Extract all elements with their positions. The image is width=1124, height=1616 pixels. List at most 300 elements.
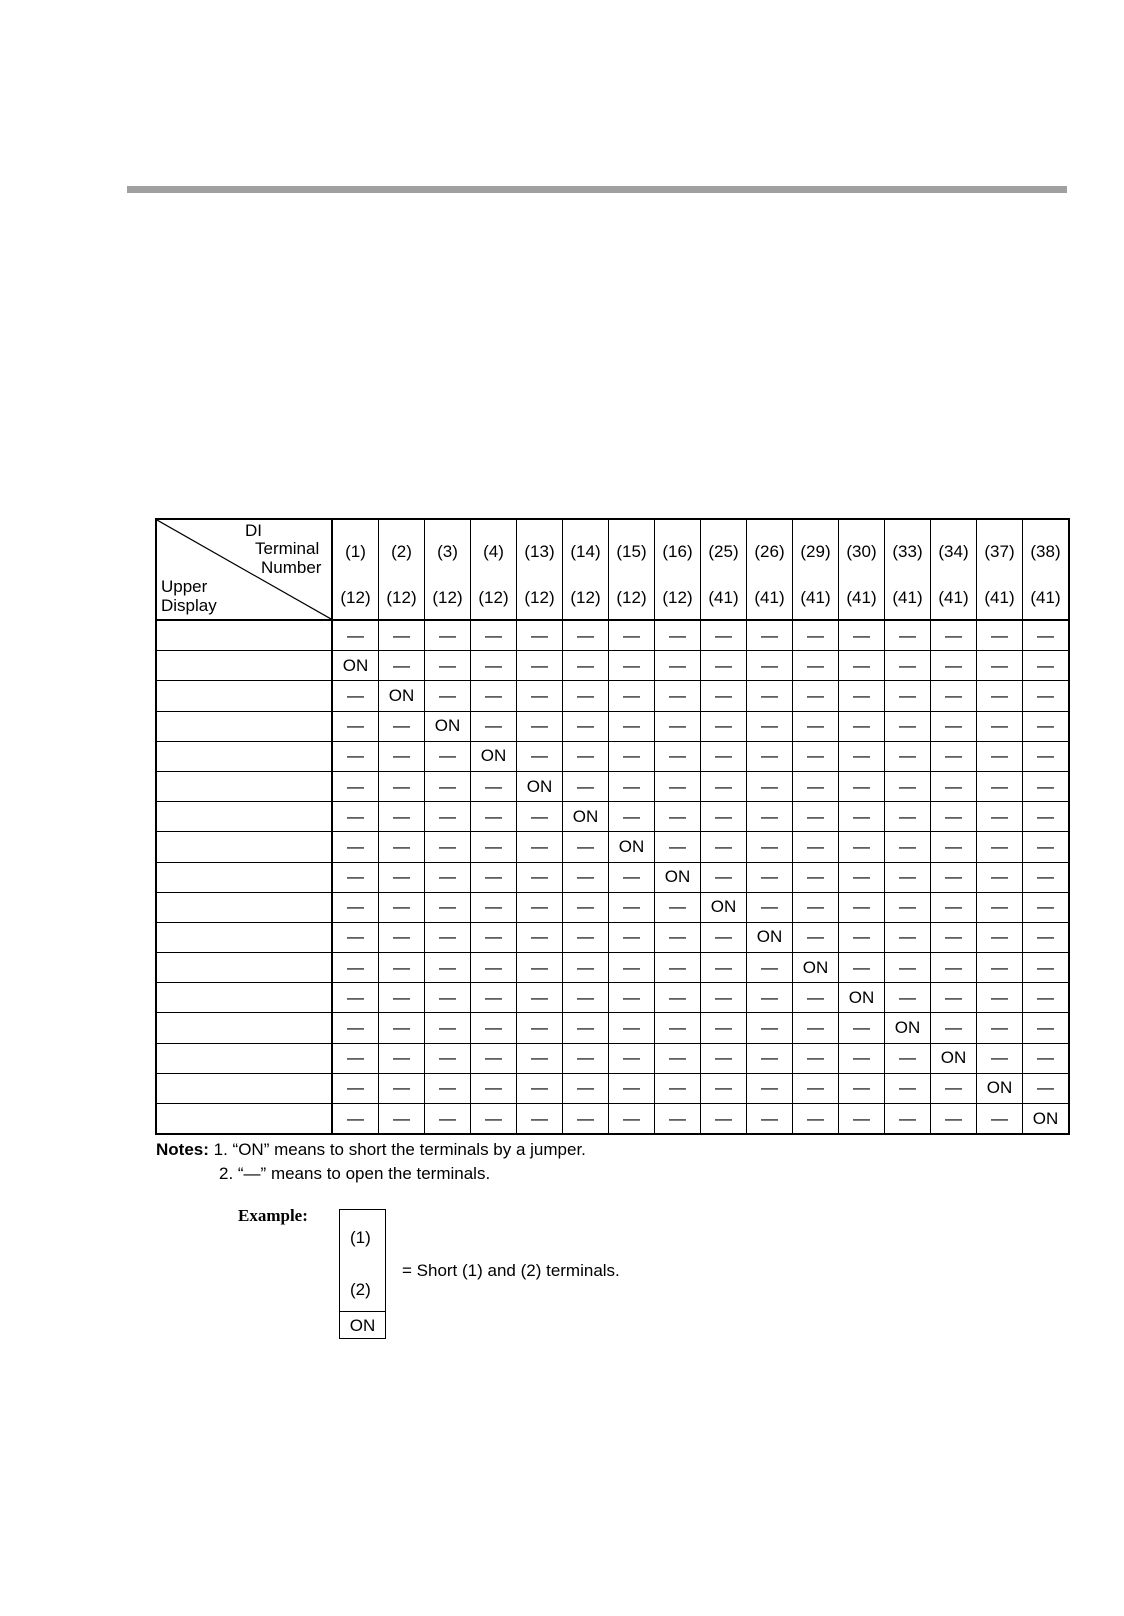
terminal-state-cell: — [931,651,977,681]
table-row [156,681,1069,711]
terminal-number-bottom: (41) [846,587,877,607]
terminal-state-cell: — [425,681,471,711]
terminal-state-cell: — [839,1013,885,1043]
terminal-state-cell: — [332,771,379,801]
terminal-state-cell: — [839,832,885,862]
terminal-number-top: (2) [391,541,412,561]
terminal-state-cell: — [425,620,471,651]
terminal-state-cell: — [885,651,931,681]
terminal-state-cell: — [839,802,885,832]
terminal-state-cell: — [977,922,1023,952]
terminal-state-cell: — [885,771,931,801]
terminal-column-header [931,519,977,620]
terminal-state-cell: — [793,741,839,771]
note-1: 1. “ON” means to short the terminals by a jumper. [213,1140,586,1159]
terminal-state-cell: — [655,953,701,983]
upper-display-cell [156,892,332,922]
terminal-state-cell: — [701,1013,747,1043]
terminal-state-cell: — [1023,651,1070,681]
terminal-state-cell: — [931,620,977,651]
terminal-state-cell: — [885,832,931,862]
terminal-state-cell: — [747,983,793,1013]
terminal-state-cell: ON [655,862,701,892]
terminal-state-cell: — [747,1043,793,1073]
terminal-state-cell: — [332,1013,379,1043]
terminal-state-cell: — [793,1013,839,1043]
terminal-state-cell: — [332,983,379,1013]
terminal-state-cell: — [839,651,885,681]
terminal-state-cell: — [977,892,1023,922]
upper-display-cell [156,1104,332,1135]
terminal-number-bottom: (12) [662,587,693,607]
terminal-state-cell: — [609,1073,655,1103]
terminal-number-bottom: (12) [616,587,647,607]
terminal-state-cell: — [701,1104,747,1135]
terminal-column-header [609,519,655,620]
terminal-state-cell: — [747,802,793,832]
terminal-state-cell: — [655,983,701,1013]
terminal-state-cell: ON [379,681,425,711]
terminal-state-cell: — [563,922,609,952]
terminal-state-cell: — [701,1073,747,1103]
terminal-state-cell: — [931,681,977,711]
terminal-state-cell: — [977,620,1023,651]
terminal-state-cell: — [839,1073,885,1103]
terminal-state-cell: — [747,892,793,922]
terminal-state-cell: — [517,1104,563,1135]
terminal-state-cell: — [655,620,701,651]
terminal-state-cell: — [425,862,471,892]
display-label: Display [161,596,217,615]
terminal-state-cell: — [701,802,747,832]
number-label: Number [261,558,322,577]
upper-display-cell [156,1043,332,1073]
terminal-state-cell: — [563,651,609,681]
example-description: = Short (1) and (2) terminals. [402,1261,620,1280]
terminal-number-bottom: (12) [478,587,509,607]
terminal-number-top: (1) [345,541,366,561]
terminal-state-cell: — [931,862,977,892]
terminal-state-cell: — [793,620,839,651]
terminal-state-cell: — [655,1073,701,1103]
terminal-state-cell: — [609,741,655,771]
terminal-state-cell: — [332,832,379,862]
terminal-state-cell: — [839,953,885,983]
terminal-state-cell: — [931,892,977,922]
terminal-state-cell: — [839,922,885,952]
example-bottom-terminal: (2) [350,1280,371,1299]
terminal-state-cell: — [931,802,977,832]
table-row [156,1104,1069,1135]
terminal-number-bottom: (12) [432,587,463,607]
upper-display-cell [156,741,332,771]
terminal-state-cell: — [977,711,1023,741]
terminal-state-cell: — [379,862,425,892]
table-row [156,1043,1069,1073]
terminal-state-cell: — [977,1013,1023,1043]
terminal-state-cell: — [425,922,471,952]
table-row [156,832,1069,862]
terminal-state-cell: — [701,922,747,952]
terminal-state-cell: — [379,892,425,922]
terminal-state-cell: — [563,771,609,801]
terminal-state-cell: — [609,1043,655,1073]
terminal-column-header [425,519,471,620]
terminal-state-cell: — [747,681,793,711]
terminal-state-cell: — [793,681,839,711]
terminal-state-cell: — [1023,802,1070,832]
terminal-state-cell: — [332,741,379,771]
terminal-column-header [517,519,563,620]
terminal-state-cell: — [655,892,701,922]
table-row [156,892,1069,922]
terminal-state-cell: — [931,741,977,771]
terminal-state-cell: — [609,1013,655,1043]
terminal-state-cell: — [747,832,793,862]
terminal-state-cell: ON [332,651,379,681]
terminal-state-cell: — [1023,953,1070,983]
terminal-state-cell: — [379,771,425,801]
notes-block [156,1138,586,1186]
terminal-state-cell: — [701,620,747,651]
terminal-number-bottom: (12) [386,587,417,607]
terminal-state-cell: — [747,620,793,651]
terminal-number-top: (37) [984,541,1015,561]
terminal-state-cell: — [563,1073,609,1103]
terminal-state-cell: — [793,983,839,1013]
terminal-state-cell: — [977,1104,1023,1135]
terminal-state-cell: — [655,771,701,801]
terminal-state-cell: — [563,862,609,892]
terminal-column-header [379,519,425,620]
upper-display-cell [156,802,332,832]
terminal-state-cell: — [977,983,1023,1013]
terminal-state-cell: — [517,651,563,681]
terminal-state-cell: — [425,1013,471,1043]
upper-display-cell [156,681,332,711]
terminal-state-cell: — [517,832,563,862]
table-row [156,922,1069,952]
terminal-column-header [701,519,747,620]
upper-display-cell [156,922,332,952]
top-rule [127,186,1067,193]
terminal-state-cell: — [931,711,977,741]
terminal-state-cell: ON [793,953,839,983]
terminal-state-cell: — [931,1073,977,1103]
example-box [339,1209,386,1339]
terminal-state-cell: — [471,1104,517,1135]
terminal-state-cell: ON [839,983,885,1013]
terminal-state-cell: — [747,953,793,983]
terminal-state-cell: ON [425,711,471,741]
terminal-number-top: (25) [708,541,739,561]
terminal-state-cell: — [977,681,1023,711]
terminal-state-cell: — [977,862,1023,892]
terminal-state-cell: — [839,1104,885,1135]
terminal-state-cell: — [609,1104,655,1135]
terminal-state-cell: — [471,832,517,862]
terminal-state-cell: — [425,1104,471,1135]
terminal-state-cell: — [701,711,747,741]
terminal-state-cell: — [655,741,701,771]
terminal-state-cell: — [471,1043,517,1073]
terminal-state-cell: — [885,620,931,651]
terminal-number-top: (29) [800,541,831,561]
terminal-state-cell: — [839,620,885,651]
terminal-state-cell: — [517,862,563,892]
terminal-state-cell: — [655,711,701,741]
terminal-number-top: (16) [662,541,693,561]
terminal-state-cell: — [379,983,425,1013]
terminal-number-bottom: (41) [938,587,969,607]
table-row [156,620,1069,651]
terminal-state-cell: — [563,711,609,741]
terminal-state-cell: — [701,771,747,801]
terminal-state-cell: — [379,953,425,983]
terminal-number-top: (13) [524,541,555,561]
terminal-state-cell: — [747,651,793,681]
terminal-state-cell: ON [563,802,609,832]
terminal-state-cell: — [609,620,655,651]
terminal-state-cell: — [1023,681,1070,711]
upper-display-cell [156,711,332,741]
terminal-state-cell: — [747,1073,793,1103]
terminal-state-cell: — [885,1073,931,1103]
terminal-state-cell: — [517,620,563,651]
terminal-state-cell: — [379,1013,425,1043]
terminal-state-cell: — [931,1013,977,1043]
terminal-state-cell: — [609,892,655,922]
terminal-state-cell: — [425,741,471,771]
terminal-state-cell: — [885,741,931,771]
terminal-state-cell: — [655,681,701,711]
terminal-state-cell: — [655,651,701,681]
terminal-number-bottom: (12) [524,587,555,607]
terminal-state-cell: — [379,1073,425,1103]
terminal-state-cell: — [425,832,471,862]
terminal-state-cell: — [977,771,1023,801]
terminal-state-cell: — [793,802,839,832]
terminal-state-cell: — [655,1104,701,1135]
terminal-state-cell: — [701,741,747,771]
terminal-state-cell: — [701,953,747,983]
terminal-state-cell: — [793,892,839,922]
terminal-state-cell: — [1023,922,1070,952]
terminal-state-cell: — [747,1104,793,1135]
terminal-state-cell: — [655,1043,701,1073]
terminal-number-top: (33) [892,541,923,561]
upper-display-cell [156,1013,332,1043]
terminal-state-cell: ON [1023,1104,1070,1135]
terminal-state-cell: — [609,862,655,892]
terminal-state-cell: — [332,892,379,922]
terminal-state-cell: — [793,771,839,801]
terminal-state-cell: — [425,892,471,922]
terminal-state-cell: — [839,741,885,771]
terminal-state-cell: — [379,802,425,832]
terminal-state-cell: ON [471,741,517,771]
table-row [156,1013,1069,1043]
terminal-state-cell: — [517,711,563,741]
terminal-number-top: (15) [616,541,647,561]
terminal-state-cell: — [379,741,425,771]
terminal-state-cell: — [747,771,793,801]
terminal-state-cell: — [517,953,563,983]
upper-display-cell [156,862,332,892]
terminal-state-cell: — [931,771,977,801]
terminal-state-cell: ON [701,892,747,922]
terminal-state-cell: — [885,802,931,832]
upper-display-cell [156,1073,332,1103]
terminal-state-cell: — [701,832,747,862]
terminal-state-cell: — [1023,1043,1070,1073]
terminal-state-cell: ON [885,1013,931,1043]
terminal-number-bottom: (12) [570,587,601,607]
terminal-number-top: (3) [437,541,458,561]
terminal-state-cell: — [471,681,517,711]
terminal-column-header [747,519,793,620]
upper-display-cell [156,771,332,801]
terminal-state-cell: — [332,1104,379,1135]
terminal-state-cell: — [793,862,839,892]
terminal-state-cell: — [563,892,609,922]
table-header-row [156,519,1069,620]
terminal-state-cell: — [1023,832,1070,862]
terminal-state-cell: — [839,771,885,801]
terminal-state-cell: — [655,1013,701,1043]
terminal-number-bottom: (41) [1030,587,1061,607]
terminal-state-cell: — [379,711,425,741]
terminal-state-cell: — [471,892,517,922]
example-label: Example: [238,1206,308,1225]
terminal-state-cell: — [1023,711,1070,741]
terminal-state-cell: — [425,771,471,801]
terminal-state-cell: — [701,1043,747,1073]
terminal-state-cell: — [977,802,1023,832]
upper-display-cell [156,983,332,1013]
terminal-state-cell: — [1023,1013,1070,1043]
terminal-column-header [563,519,609,620]
terminal-state-cell: ON [517,771,563,801]
terminal-state-cell: — [517,802,563,832]
terminal-state-cell: — [839,1043,885,1073]
terminal-number-top: (26) [754,541,785,561]
terminal-state-cell: — [793,1073,839,1103]
terminal-state-cell: — [563,741,609,771]
upper-display-cell [156,832,332,862]
terminal-state-cell: — [563,832,609,862]
terminal-state-cell: — [332,1073,379,1103]
terminal-state-cell: — [793,922,839,952]
terminal-state-cell: — [471,802,517,832]
terminal-state-cell: — [977,741,1023,771]
upper-display-cell [156,651,332,681]
note-line-2 [156,1162,586,1186]
terminal-state-cell: — [332,620,379,651]
terminal-column-header [793,519,839,620]
terminal-state-cell: — [977,651,1023,681]
table-row [156,802,1069,832]
terminal-state-cell: — [747,1013,793,1043]
terminal-state-cell: ON [609,832,655,862]
terminal-state-cell: — [563,953,609,983]
terminal-state-cell: — [471,922,517,952]
note-line-1 [156,1138,586,1162]
terminal-state-cell: — [839,711,885,741]
terminal-state-cell: — [609,711,655,741]
terminal-state-cell: — [885,711,931,741]
terminal-state-cell: ON [931,1043,977,1073]
terminal-column-header [885,519,931,620]
terminal-state-cell: — [471,1013,517,1043]
terminal-state-cell: — [839,681,885,711]
terminal-number-bottom: (41) [708,587,739,607]
terminal-state-cell: — [747,862,793,892]
terminal-state-cell: — [609,651,655,681]
terminal-state-cell: — [471,953,517,983]
terminal-state-cell: — [517,1043,563,1073]
terminal-state-cell: — [655,802,701,832]
terminal-state-cell: — [1023,1073,1070,1103]
terminal-column-header [655,519,701,620]
terminal-state-cell: — [931,1104,977,1135]
terminal-state-cell: — [379,620,425,651]
terminal-state-cell: — [885,681,931,711]
terminal-state-cell: — [793,651,839,681]
terminal-state-cell: — [885,983,931,1013]
terminal-state-cell: — [379,651,425,681]
terminal-state-cell: — [379,1104,425,1135]
upper-display-cell [156,953,332,983]
di-terminal-table [155,518,1070,1135]
table-row [156,983,1069,1013]
terminal-state-cell: — [655,922,701,952]
terminal-state-cell: — [471,651,517,681]
terminal-number-top: (30) [846,541,877,561]
terminal-column-header [1023,519,1070,620]
terminal-state-cell: — [379,922,425,952]
terminal-state-cell: — [332,953,379,983]
terminal-state-cell: — [793,832,839,862]
terminal-state-cell: — [931,922,977,952]
terminal-state-cell: — [839,892,885,922]
terminal-state-cell: — [332,922,379,952]
terminal-state-cell: — [701,681,747,711]
table-row [156,771,1069,801]
terminal-state-cell: — [471,620,517,651]
terminal-state-cell: — [517,681,563,711]
terminal-state-cell: — [701,862,747,892]
terminal-state-cell: — [1023,620,1070,651]
terminal-state-cell: — [793,1104,839,1135]
terminal-label: Terminal [255,539,320,558]
terminal-state-cell: — [1023,771,1070,801]
note-2: 2. “—” means to open the terminals. [219,1164,491,1183]
terminal-state-cell: — [931,953,977,983]
terminal-state-cell: — [471,771,517,801]
example-state: ON [340,1311,385,1340]
terminal-state-cell: — [609,922,655,952]
terminal-state-cell: — [563,620,609,651]
terminal-state-cell: — [425,802,471,832]
table-row [156,1073,1069,1103]
table-row [156,711,1069,741]
terminal-state-cell: — [563,1013,609,1043]
table-body [156,620,1069,1134]
terminal-state-cell: — [885,892,931,922]
terminal-column-header [839,519,885,620]
terminal-state-cell: — [609,983,655,1013]
